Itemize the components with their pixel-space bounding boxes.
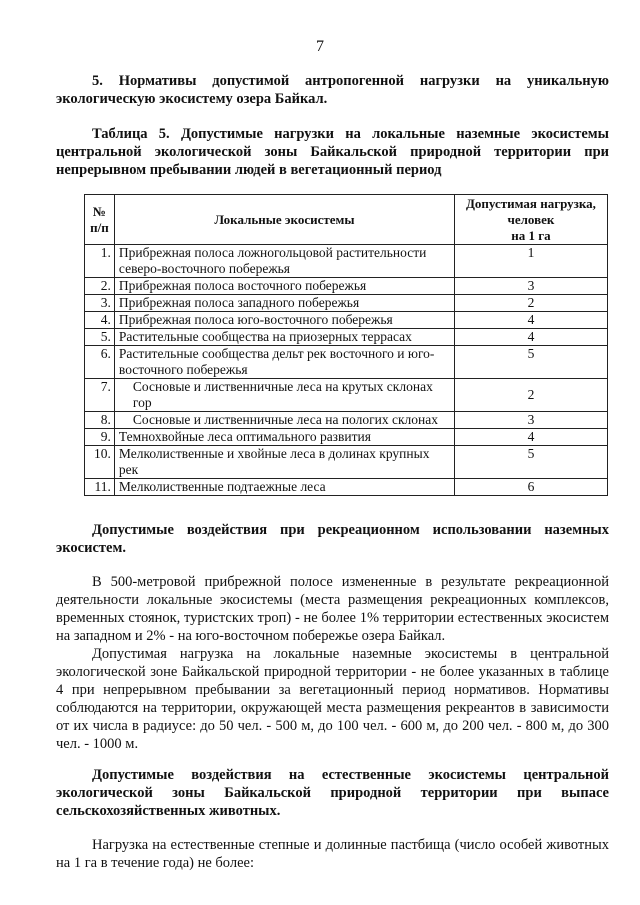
row-ecosystem: Прибрежная полоса восточного побережья	[114, 278, 454, 295]
row-ecosystem: Прибрежная полоса ложногольцовой растительности северо-восточного побережья	[114, 245, 454, 278]
table-row	[85, 278, 608, 295]
table-row	[85, 346, 608, 379]
table-row	[85, 379, 608, 412]
row-load: 2	[454, 379, 607, 412]
page-number: 7	[316, 38, 324, 55]
row-number: 1.	[85, 245, 115, 278]
row-ecosystem: Прибрежная полоса юго-восточного побережья	[114, 312, 454, 329]
row-ecosystem: Сосновые и лиственничные леса на крутых склонах гор	[114, 379, 454, 412]
header-ecosystem: Локальные экосистемы	[114, 195, 454, 245]
row-number: 10.	[85, 446, 115, 479]
row-number: 8.	[85, 412, 115, 429]
header-number	[85, 195, 115, 245]
row-number: 9.	[85, 429, 115, 446]
table-row	[85, 329, 608, 346]
header-load	[454, 195, 607, 245]
row-number: 2.	[85, 278, 115, 295]
row-number: 3.	[85, 295, 115, 312]
ecosystem-load-table	[84, 194, 608, 496]
header-number-line1: №	[92, 203, 106, 219]
row-load: 4	[454, 429, 607, 446]
row-ecosystem: Прибрежная полоса западного побережья	[114, 295, 454, 312]
row-load: 6	[454, 479, 607, 496]
row-number: 4.	[85, 312, 115, 329]
heading-grazing: Допустимые воздействия на естественные экосистемы центральной экологической зоны Байкальской природной территории при выпасе сельскохозяйственных животных.	[56, 767, 609, 819]
row-ecosystem: Растительные сообщества на приозерных террасах	[114, 329, 454, 346]
table-row	[85, 479, 608, 496]
row-ecosystem: Мелколиственные и хвойные леса в долинах крупных рек	[114, 446, 454, 479]
row-load: 5	[454, 346, 607, 379]
table-header-row	[85, 195, 608, 245]
paragraph-recreation-2: Допустимая нагрузка на локальные наземные экосистемы в центральной экологической зоне Байкальской природной территории - не более указанных в таблице 4 при непрерывном пребывании за вегетационный период нормативов. Нормативы соблюдаются на территории, окружающей места размещения рекреантов в зависимости от их числа в радиусе: до 50 чел. - 500 м, до 100 чел. - 600 м, до 200 чел. - 800 м, до 300 чел. - 1000 м.	[56, 646, 609, 752]
heading-recreation: Допустимые воздействия при рекреационном использовании наземных экосистем.	[56, 522, 609, 556]
paragraph-recreation-1: В 500-метровой прибрежной полосе измененные в результате рекреационной деятельности локальные экосистемы (места размещения рекреационных комплексов, временных стоянок, туристских троп) - не более 1% территории естественных экосистем на западном и 2% - на юго-восточном побережье озера Байкал.	[56, 574, 609, 644]
header-load-line1: Допустимая нагрузка,	[465, 195, 596, 211]
row-ecosystem: Мелколиственные подтаежные леса	[114, 479, 454, 496]
table-caption: Таблица 5. Допустимые нагрузки на локальные наземные экосистемы центральной экологической зоны Байкальской природной территории при непрерывном пребывании людей в вегетационный период	[56, 126, 609, 178]
row-load: 2	[454, 295, 607, 312]
table-row	[85, 446, 608, 479]
row-number: 5.	[85, 329, 115, 346]
row-ecosystem: Сосновые и лиственничные леса на пологих склонах	[114, 412, 454, 429]
row-load: 3	[454, 412, 607, 429]
row-load: 3	[454, 278, 607, 295]
row-load: 1	[454, 245, 607, 278]
row-load: 5	[454, 446, 607, 479]
row-number: 7.	[85, 379, 115, 412]
table-row	[85, 412, 608, 429]
table-row	[85, 245, 608, 278]
table-row	[85, 429, 608, 446]
row-number: 6.	[85, 346, 115, 379]
header-load-line2: человек	[507, 211, 555, 227]
row-ecosystem: Растительные сообщества дельт рек восточного и юго-восточного побережья	[114, 346, 454, 379]
row-number: 11.	[85, 479, 115, 496]
header-load-line3: на 1 га	[511, 227, 551, 243]
table-row	[85, 295, 608, 312]
row-load: 4	[454, 329, 607, 346]
row-load: 4	[454, 312, 607, 329]
paragraph-grazing: Нагрузка на естественные степные и долинные пастбища (число особей животных на 1 га в течение года) не более:	[56, 837, 609, 871]
table-row	[85, 312, 608, 329]
header-number-line2: п/п	[90, 219, 109, 235]
section-heading: 5. Нормативы допустимой антропогенной нагрузки на уникальную экологическую экосистему озера Байкал.	[56, 73, 609, 107]
row-ecosystem: Темнохвойные леса оптимального развития	[114, 429, 454, 446]
